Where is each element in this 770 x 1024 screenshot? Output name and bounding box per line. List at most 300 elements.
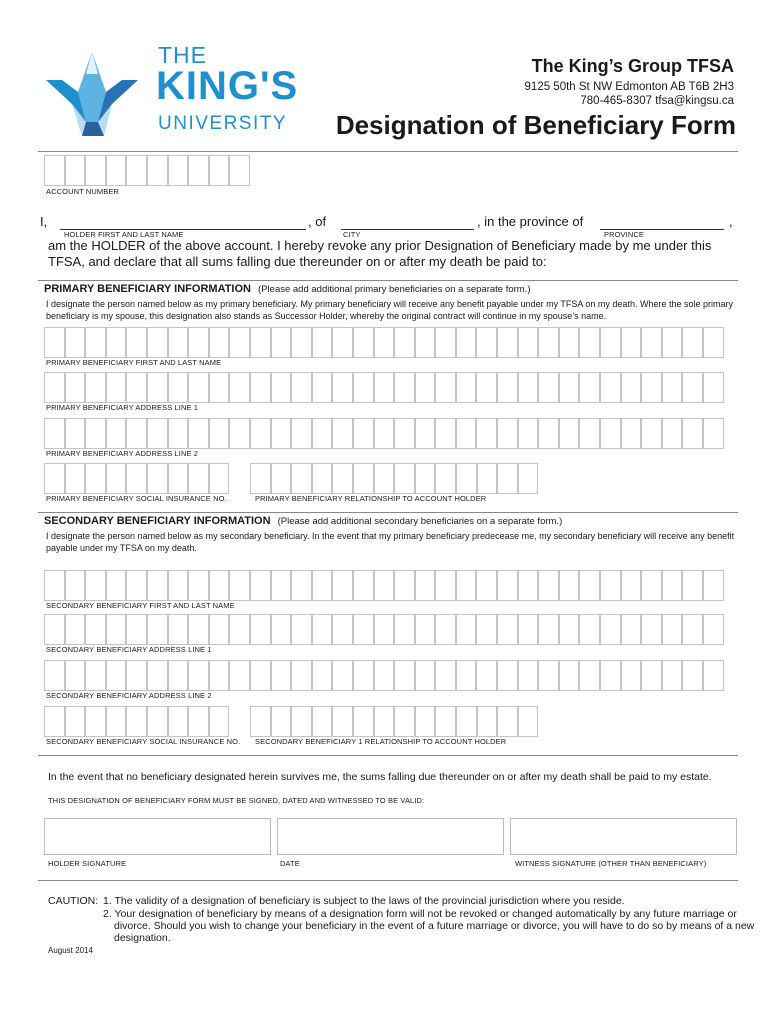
char-box[interactable] — [271, 463, 292, 494]
char-box[interactable] — [44, 327, 65, 358]
secondary-address2-boxes[interactable] — [44, 660, 724, 691]
char-box[interactable] — [456, 327, 477, 358]
char-box[interactable] — [353, 327, 374, 358]
primary-name-boxes[interactable] — [44, 327, 724, 358]
char-box[interactable] — [126, 372, 147, 403]
char-box[interactable] — [559, 614, 580, 645]
char-box[interactable] — [497, 614, 518, 645]
char-box[interactable] — [621, 660, 642, 691]
char-box[interactable] — [312, 327, 333, 358]
char-box[interactable] — [415, 327, 436, 358]
char-box[interactable] — [168, 418, 189, 449]
char-box[interactable] — [250, 614, 271, 645]
secondary-sin-boxes[interactable] — [44, 706, 229, 737]
char-box[interactable] — [374, 706, 395, 737]
char-box[interactable] — [703, 614, 724, 645]
char-box[interactable] — [374, 614, 395, 645]
char-box[interactable] — [44, 418, 65, 449]
holder-comma: , — [729, 214, 733, 229]
char-box[interactable] — [147, 327, 168, 358]
char-box[interactable] — [497, 327, 518, 358]
char-box[interactable] — [662, 660, 683, 691]
char-box[interactable] — [600, 327, 621, 358]
holder-statement: am the HOLDER of the above account. I hereby revoke any prior Designation of Beneficiary made by me under this TFSA, and declare that all sums falling due thereunder on or after my death be paid to: — [48, 238, 712, 269]
holder-city-field[interactable] — [341, 229, 474, 230]
char-box[interactable] — [518, 463, 539, 494]
char-box[interactable] — [476, 372, 497, 403]
holder-signature-box[interactable] — [44, 818, 271, 855]
sign-notice: THIS DESIGNATION OF BENEFICIARY FORM MUST BE SIGNED, DATED AND WITNESSED TO BE VALID: — [48, 796, 425, 805]
char-box[interactable] — [250, 706, 271, 737]
char-box[interactable] — [271, 570, 292, 601]
char-box[interactable] — [126, 614, 147, 645]
char-box[interactable] — [188, 706, 209, 737]
char-box[interactable] — [600, 660, 621, 691]
char-box[interactable] — [147, 660, 168, 691]
char-box[interactable] — [332, 706, 353, 737]
caution-divider — [38, 880, 738, 881]
char-box[interactable] — [518, 614, 539, 645]
witness-signature-box[interactable] — [510, 818, 737, 855]
char-box[interactable] — [126, 418, 147, 449]
char-box[interactable] — [147, 614, 168, 645]
char-box[interactable] — [332, 327, 353, 358]
char-box[interactable] — [65, 463, 86, 494]
char-box[interactable] — [621, 614, 642, 645]
char-box[interactable] — [456, 570, 477, 601]
char-box[interactable] — [85, 706, 106, 737]
char-box[interactable] — [662, 614, 683, 645]
secondary-text: I designate the person named below as my secondary beneficiary. In the event that my primary beneficiary predecease me, my secondary beneficiary will receive any benefit payable under my TFSA on my death. — [46, 531, 735, 553]
char-box[interactable] — [641, 660, 662, 691]
holder-i: I, — [40, 214, 48, 229]
char-box[interactable] — [188, 327, 209, 358]
char-box[interactable] — [374, 463, 395, 494]
char-box[interactable] — [85, 660, 106, 691]
char-box[interactable] — [641, 327, 662, 358]
char-box[interactable] — [271, 660, 292, 691]
form-title: Designation of Beneficiary Form — [335, 110, 736, 140]
char-box[interactable] — [353, 570, 374, 601]
char-box[interactable] — [353, 418, 374, 449]
secondary-heading: SECONDARY BENEFICIARY INFORMATION — [44, 515, 271, 527]
char-box[interactable] — [579, 570, 600, 601]
char-box[interactable] — [271, 418, 292, 449]
char-box[interactable] — [332, 570, 353, 601]
char-box[interactable] — [456, 372, 477, 403]
char-box[interactable] — [456, 706, 477, 737]
char-box[interactable] — [682, 614, 703, 645]
char-box[interactable] — [229, 570, 250, 601]
char-box[interactable] — [209, 570, 230, 601]
char-box[interactable] — [538, 418, 559, 449]
char-box[interactable] — [147, 418, 168, 449]
char-box[interactable] — [65, 660, 86, 691]
char-box[interactable] — [106, 570, 127, 601]
char-box[interactable] — [579, 660, 600, 691]
char-box[interactable] — [559, 327, 580, 358]
char-box[interactable] — [600, 614, 621, 645]
char-box[interactable] — [477, 463, 498, 494]
char-box[interactable] — [518, 660, 539, 691]
org-name: The King’s Group TFSA — [531, 56, 734, 76]
estate-text: In the event that no beneficiary designated herein survives me, the sums falling due thereunder on or after my death shall be paid to my estate. — [48, 771, 712, 783]
char-box[interactable] — [44, 660, 65, 691]
char-box[interactable] — [332, 418, 353, 449]
char-box[interactable] — [476, 660, 497, 691]
char-box[interactable] — [188, 418, 209, 449]
char-box[interactable] — [353, 463, 374, 494]
char-box[interactable] — [209, 327, 230, 358]
char-box[interactable] — [65, 372, 86, 403]
char-box[interactable] — [518, 706, 539, 737]
char-box[interactable] — [394, 327, 415, 358]
char-box[interactable] — [435, 418, 456, 449]
char-box[interactable] — [106, 463, 127, 494]
char-box[interactable] — [250, 660, 271, 691]
char-box[interactable] — [703, 372, 724, 403]
primary-relationship-label: PRIMARY BENEFICIARY RELATIONSHIP TO ACCOUNT HOLDER — [255, 494, 487, 503]
holder-signature-label: HOLDER SIGNATURE — [48, 859, 127, 868]
char-box[interactable] — [435, 614, 456, 645]
char-box[interactable] — [621, 418, 642, 449]
char-box[interactable] — [600, 418, 621, 449]
char-box[interactable] — [250, 570, 271, 601]
primary-relationship-boxes[interactable] — [250, 463, 538, 494]
char-box[interactable] — [312, 706, 333, 737]
secondary-address1-boxes[interactable] — [44, 614, 724, 645]
account-number-boxes[interactable] — [44, 155, 250, 186]
char-box[interactable] — [353, 372, 374, 403]
char-box[interactable] — [332, 372, 353, 403]
char-box[interactable] — [600, 570, 621, 601]
char-box[interactable] — [538, 372, 559, 403]
char-box[interactable] — [456, 614, 477, 645]
char-box[interactable] — [168, 372, 189, 403]
char-box[interactable] — [229, 660, 250, 691]
char-box[interactable] — [85, 372, 106, 403]
primary-heading-line — [44, 283, 531, 295]
char-box[interactable] — [188, 463, 209, 494]
char-box[interactable] — [415, 614, 436, 645]
char-box[interactable] — [229, 327, 250, 358]
char-box[interactable] — [312, 660, 333, 691]
char-box[interactable] — [682, 372, 703, 403]
holder-province-of: , in the province of — [477, 214, 584, 229]
primary-note: (Please add additional primary beneficiaries on a separate form.) — [258, 284, 531, 295]
footer-date: August 2014 — [48, 946, 93, 955]
char-box[interactable] — [435, 327, 456, 358]
char-box[interactable] — [209, 614, 230, 645]
char-box[interactable] — [641, 570, 662, 601]
char-box[interactable] — [168, 570, 189, 601]
char-box[interactable] — [559, 418, 580, 449]
char-box[interactable] — [435, 372, 456, 403]
char-box[interactable] — [415, 418, 436, 449]
char-box[interactable] — [518, 418, 539, 449]
char-box[interactable] — [435, 660, 456, 691]
char-box[interactable] — [538, 614, 559, 645]
char-box[interactable] — [559, 660, 580, 691]
char-box[interactable] — [662, 570, 683, 601]
char-box[interactable] — [662, 418, 683, 449]
char-box[interactable] — [126, 463, 147, 494]
char-box[interactable] — [291, 660, 312, 691]
date-box[interactable] — [277, 818, 504, 855]
char-box[interactable] — [497, 570, 518, 601]
caution-label: CAUTION: — [48, 895, 99, 907]
char-box[interactable] — [209, 418, 230, 449]
char-box[interactable] — [44, 706, 65, 737]
logo-the: THE — [158, 42, 207, 68]
char-box[interactable] — [126, 570, 147, 601]
char-box[interactable] — [65, 570, 86, 601]
char-box[interactable] — [250, 327, 271, 358]
char-box[interactable] — [332, 614, 353, 645]
char-box[interactable] — [415, 463, 436, 494]
caution-item2b: divorce. Should you wish to change your beneficiary in the event of a future marriage or divorce, you will have to do so by means of a new — [114, 920, 755, 932]
char-box[interactable] — [271, 327, 292, 358]
char-box[interactable] — [374, 418, 395, 449]
char-box[interactable] — [456, 418, 477, 449]
primary-address2-boxes[interactable] — [44, 418, 724, 449]
char-box[interactable] — [209, 463, 230, 494]
char-box[interactable] — [168, 706, 189, 737]
char-box[interactable] — [394, 418, 415, 449]
primary-sin-boxes[interactable] — [44, 463, 229, 494]
char-box[interactable] — [291, 327, 312, 358]
char-box[interactable] — [168, 660, 189, 691]
char-box[interactable] — [85, 570, 106, 601]
char-box[interactable] — [518, 372, 539, 403]
char-box[interactable] — [312, 570, 333, 601]
char-box[interactable] — [497, 463, 518, 494]
char-box[interactable] — [44, 463, 65, 494]
char-box[interactable] — [312, 418, 333, 449]
char-box[interactable] — [65, 327, 86, 358]
char-box[interactable] — [559, 372, 580, 403]
char-box[interactable] — [579, 372, 600, 403]
char-box[interactable] — [456, 660, 477, 691]
char-box[interactable] — [538, 570, 559, 601]
char-box[interactable] — [147, 463, 168, 494]
char-box[interactable] — [147, 706, 168, 737]
char-box[interactable] — [229, 418, 250, 449]
char-box[interactable] — [477, 706, 498, 737]
primary-text: I designate the person named below as my primary beneficiary. My primary beneficiary will receive any benefit payable under my TFSA on my death. Where the sole primary beneficiary is my spouse, this designation also stands as Successor Holder, whereby the original contract will continue in my spouse’s name. — [46, 299, 733, 321]
char-box[interactable] — [353, 614, 374, 645]
char-box[interactable] — [518, 327, 539, 358]
char-box[interactable] — [271, 614, 292, 645]
secondary-note: (Please add additional secondary beneficiaries on a separate form.) — [277, 516, 563, 527]
secondary-address1-label: SECONDARY BENEFICIARY ADDRESS LINE 1 — [46, 645, 212, 654]
char-box[interactable] — [126, 327, 147, 358]
char-box[interactable] — [682, 327, 703, 358]
char-box[interactable] — [456, 463, 477, 494]
char-box[interactable] — [85, 463, 106, 494]
char-box[interactable] — [106, 660, 127, 691]
char-box[interactable] — [394, 706, 415, 737]
char-box[interactable] — [394, 614, 415, 645]
char-box[interactable] — [353, 706, 374, 737]
char-box[interactable] — [579, 327, 600, 358]
char-box[interactable] — [188, 614, 209, 645]
char-box[interactable] — [703, 327, 724, 358]
char-box[interactable] — [312, 614, 333, 645]
char-box[interactable] — [85, 327, 106, 358]
char-box[interactable] — [44, 570, 65, 601]
char-box[interactable] — [85, 418, 106, 449]
char-box[interactable] — [250, 463, 271, 494]
char-box[interactable] — [126, 706, 147, 737]
char-box[interactable] — [579, 418, 600, 449]
char-box[interactable] — [271, 372, 292, 403]
org-address: 9125 50th St NW Edmonton AB T6B 2H3 — [524, 81, 734, 93]
char-box[interactable] — [394, 570, 415, 601]
char-box[interactable] — [497, 372, 518, 403]
char-box[interactable] — [600, 372, 621, 403]
char-box[interactable] — [44, 614, 65, 645]
char-box[interactable] — [435, 706, 456, 737]
primary-heading: PRIMARY BENEFICIARY INFORMATION — [44, 283, 251, 295]
char-box[interactable] — [415, 706, 436, 737]
char-box[interactable] — [476, 614, 497, 645]
char-box[interactable] — [703, 570, 724, 601]
char-box[interactable] — [147, 570, 168, 601]
char-box[interactable] — [476, 570, 497, 601]
caution-item2c: designation. — [114, 932, 171, 944]
char-box[interactable] — [559, 570, 580, 601]
primary-address1-label: PRIMARY BENEFICIARY ADDRESS LINE 1 — [46, 403, 199, 412]
char-box[interactable] — [497, 660, 518, 691]
char-box[interactable] — [291, 570, 312, 601]
char-box[interactable] — [168, 327, 189, 358]
char-box[interactable] — [415, 660, 436, 691]
char-box[interactable] — [312, 372, 333, 403]
char-box[interactable] — [374, 570, 395, 601]
char-box[interactable] — [106, 372, 127, 403]
char-box[interactable] — [476, 418, 497, 449]
char-box[interactable] — [188, 570, 209, 601]
account-number-label: ACCOUNT NUMBER — [46, 187, 119, 196]
primary-divider — [38, 280, 738, 281]
char-box[interactable] — [621, 570, 642, 601]
secondary-relationship-boxes[interactable] — [250, 706, 538, 737]
date-label: DATE — [280, 859, 300, 868]
estate-divider — [38, 755, 738, 756]
char-box[interactable] — [209, 660, 230, 691]
char-box[interactable] — [250, 372, 271, 403]
char-box[interactable] — [126, 660, 147, 691]
char-box[interactable] — [415, 570, 436, 601]
holder-name-label: HOLDER FIRST AND LAST NAME — [64, 230, 184, 239]
char-box[interactable] — [621, 327, 642, 358]
char-box[interactable] — [291, 706, 312, 737]
caution-item1: 1. The validity of a designation of beneficiary is subject to the laws of the provincial jurisdiction where you reside. — [103, 895, 625, 907]
char-box[interactable] — [621, 372, 642, 403]
char-box[interactable] — [682, 660, 703, 691]
char-box[interactable] — [188, 660, 209, 691]
char-box[interactable] — [65, 706, 86, 737]
char-box[interactable] — [291, 372, 312, 403]
char-box[interactable] — [147, 372, 168, 403]
char-box[interactable] — [168, 614, 189, 645]
char-box[interactable] — [435, 570, 456, 601]
char-box[interactable] — [209, 372, 230, 403]
char-box[interactable] — [44, 372, 65, 403]
char-box[interactable] — [374, 660, 395, 691]
char-box[interactable] — [374, 372, 395, 403]
char-box[interactable] — [85, 614, 106, 645]
char-box[interactable] — [662, 372, 683, 403]
secondary-heading-line — [44, 515, 562, 527]
char-box[interactable] — [497, 706, 518, 737]
secondary-sin-label: SECONDARY BENEFICIARY SOCIAL INSURANCE NO. — [46, 737, 241, 746]
char-box[interactable] — [353, 660, 374, 691]
logo-university: UNIVERSITY — [158, 113, 288, 134]
char-box[interactable] — [538, 327, 559, 358]
char-box[interactable] — [312, 463, 333, 494]
char-box[interactable] — [497, 418, 518, 449]
char-box[interactable] — [65, 614, 86, 645]
primary-sin-label: PRIMARY BENEFICIARY SOCIAL INSURANCE NO. — [46, 494, 227, 503]
char-box[interactable] — [641, 614, 662, 645]
char-box[interactable] — [394, 660, 415, 691]
witness-signature-label: WITNESS SIGNATURE (OTHER THAN BENEFICIARY) — [515, 859, 707, 868]
char-box[interactable] — [415, 372, 436, 403]
char-box[interactable] — [291, 614, 312, 645]
secondary-divider — [38, 512, 738, 513]
char-box[interactable] — [65, 418, 86, 449]
char-box[interactable] — [332, 660, 353, 691]
char-box[interactable] — [106, 327, 127, 358]
char-box[interactable] — [250, 418, 271, 449]
holder-city-label: CITY — [343, 230, 361, 239]
char-box[interactable] — [106, 418, 127, 449]
primary-name-label: PRIMARY BENEFICIARY FIRST AND LAST NAME — [46, 358, 222, 367]
primary-address1-boxes[interactable] — [44, 372, 724, 403]
char-box[interactable] — [662, 327, 683, 358]
char-box[interactable] — [682, 418, 703, 449]
char-box[interactable] — [106, 706, 127, 737]
secondary-name-boxes[interactable] — [44, 570, 724, 601]
char-box[interactable] — [291, 418, 312, 449]
char-box[interactable] — [168, 463, 189, 494]
caution-item2a: 2. Your designation of beneficiary by means of a designation form will not be revoked or changed automatically by any future marriage or — [103, 908, 737, 920]
char-box[interactable] — [518, 570, 539, 601]
char-box[interactable] — [394, 463, 415, 494]
char-box[interactable] — [374, 327, 395, 358]
char-box[interactable] — [435, 463, 456, 494]
char-box[interactable] — [229, 372, 250, 403]
char-box[interactable] — [271, 706, 292, 737]
char-box[interactable] — [476, 327, 497, 358]
char-box[interactable] — [209, 706, 230, 737]
char-box[interactable] — [188, 372, 209, 403]
char-box[interactable] — [682, 570, 703, 601]
char-box[interactable] — [538, 660, 559, 691]
char-box[interactable] — [703, 418, 724, 449]
char-box[interactable] — [641, 418, 662, 449]
char-box[interactable] — [641, 372, 662, 403]
char-box[interactable] — [229, 614, 250, 645]
char-box[interactable] — [106, 614, 127, 645]
char-box[interactable] — [579, 614, 600, 645]
char-box[interactable] — [291, 463, 312, 494]
char-box[interactable] — [332, 463, 353, 494]
char-box[interactable] — [703, 660, 724, 691]
char-box[interactable] — [394, 372, 415, 403]
